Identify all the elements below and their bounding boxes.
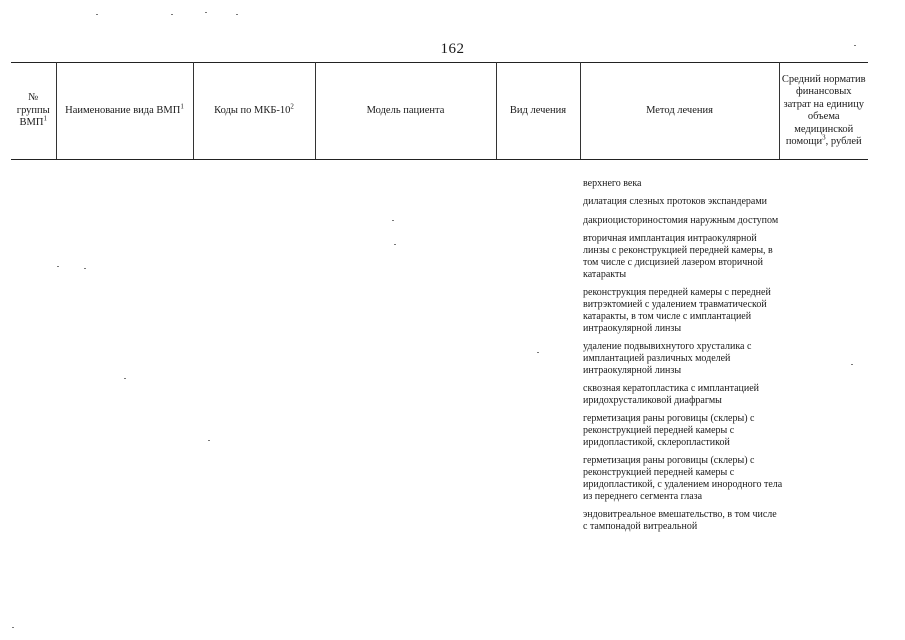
col-treatment-method-label: Метод лечения xyxy=(646,104,713,116)
col-icd-codes-label: Коды по МКБ-10 xyxy=(214,104,291,116)
col-icd-codes xyxy=(193,63,315,160)
scan-speck xyxy=(205,12,207,13)
method-item: герметизация раны роговицы (склеры) с реконструкцией передней камеры с иридопластикой, с удалением инородного тела из переднего сегмента глаза xyxy=(583,455,783,503)
scan-speck xyxy=(96,14,98,15)
footnote-2: 2 xyxy=(290,102,294,111)
col-average-cost xyxy=(779,63,868,160)
method-item: сквозная кератопластика с имплантацией иридохрусталиковой диафрагмы xyxy=(583,383,760,406)
scan-speck xyxy=(208,440,210,441)
method-item: верхнего века xyxy=(583,178,642,189)
scan-speck xyxy=(124,378,126,379)
col-average-cost-label: Средний норматив финансовых затрат на единицу объема медицинской помощи xyxy=(781,73,866,147)
col-vmp-name-label: Наименование вида ВМП xyxy=(65,104,181,116)
col-vmp-name xyxy=(56,63,193,160)
method-item: вторичная имплантация интраокулярной линзы с реконструкцией передней камеры, в том числе с дисцизией лазером вторичной катаракты xyxy=(583,232,773,280)
method-item: герметизация раны роговицы (склеры) с реконструкцией передней камеры с иридопластикой, склеропластикой xyxy=(583,413,755,449)
scan-speck xyxy=(392,220,394,221)
scan-speck xyxy=(537,352,539,353)
scan-speck xyxy=(12,627,14,628)
col-patient-model-label: Модель пациента xyxy=(366,104,445,116)
col-treatment-type-label: Вид лечения xyxy=(509,104,567,116)
method-item: удаление подвывихнутого хрусталика с имплантацией различных моделей интраокулярной линзы xyxy=(583,340,752,376)
method-item: эндовитреальное вмешательство, в том числе с тампонадой витреальной xyxy=(583,509,777,533)
footnote-1: 1 xyxy=(43,114,47,123)
table-header xyxy=(11,62,868,160)
footnote-1: 1 xyxy=(180,102,184,111)
col-treatment-method xyxy=(580,63,779,160)
page-number: 162 xyxy=(440,41,465,57)
scan-speck xyxy=(84,268,86,269)
method-item: дакриоцисториностомия наружным доступом xyxy=(583,214,779,226)
scan-speck xyxy=(57,266,59,267)
scan-speck xyxy=(236,14,238,15)
footnote-3: 3 xyxy=(822,133,826,142)
col-group-number xyxy=(11,63,56,160)
scan-speck xyxy=(854,45,856,46)
scan-speck xyxy=(394,244,396,245)
scan-speck xyxy=(171,14,173,15)
col-group-number-label: № группы ВМП xyxy=(16,92,50,129)
scan-speck xyxy=(851,364,853,365)
method-item: дилатация слезных протоков экспандерами xyxy=(583,196,768,208)
col-treatment-type xyxy=(496,63,580,160)
method-item: реконструкция передней камеры с передней витрэктомией с удалением травматической катаракты, в том числе с имплантацией интраокулярной линзы xyxy=(583,286,771,334)
col-patient-model xyxy=(315,63,496,160)
treatment-methods-list xyxy=(583,178,783,540)
col-average-cost-unit: , рублей xyxy=(825,136,862,147)
